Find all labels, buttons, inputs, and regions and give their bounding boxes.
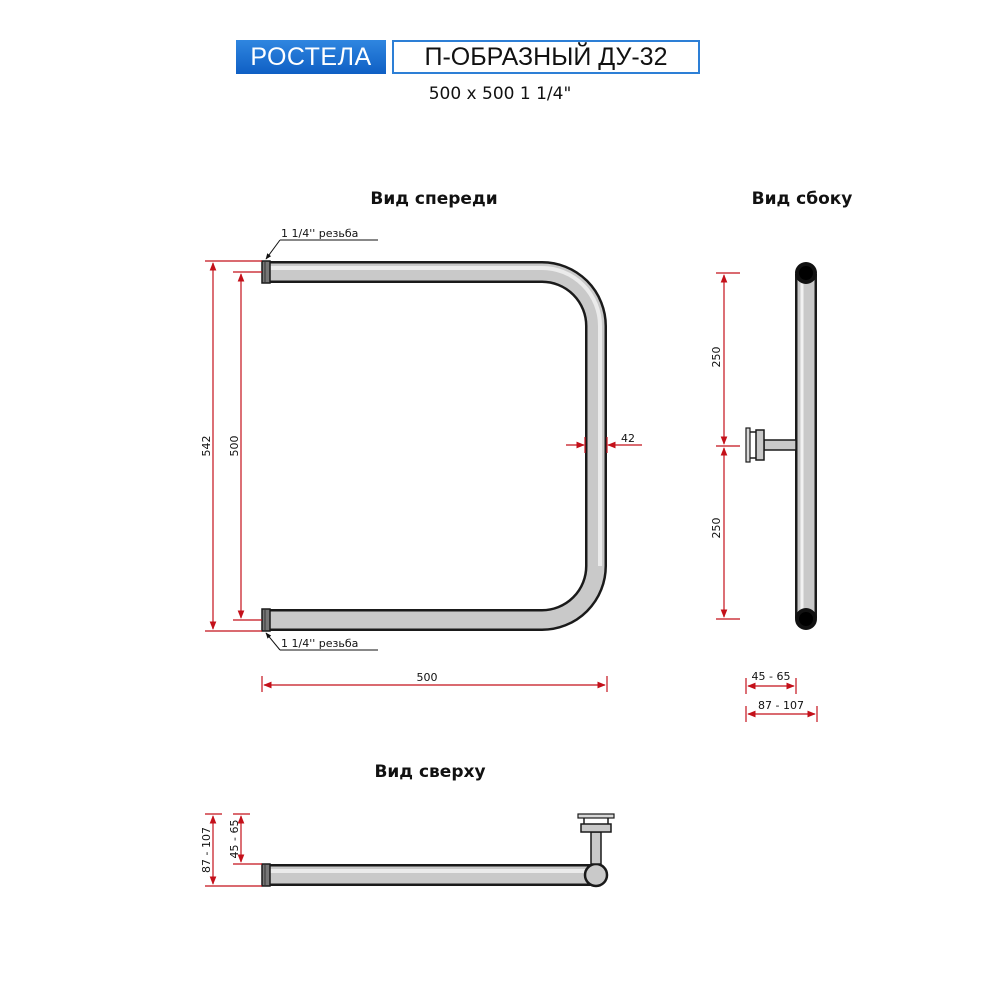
dim-lower-half — [710, 448, 740, 619]
front-view-title: Вид спереди — [370, 189, 498, 209]
dim-upper-half — [710, 273, 740, 446]
side-view-title: Вид сбоку — [751, 189, 853, 209]
dim-top-offset-max-label: 87 - 107 — [200, 827, 213, 873]
dim-lower-half-label: 250 — [710, 517, 723, 539]
dim-height-label: 500 — [228, 435, 241, 457]
side-view-pipe — [795, 262, 817, 630]
thread-label-top: 1 1/4'' резьба — [281, 227, 359, 240]
dim-width — [262, 671, 607, 692]
dim-side-offset-min-label: 45 - 65 — [751, 670, 791, 683]
dim-pipe-diameter-label: 42 — [621, 432, 635, 445]
dim-top-offset-min — [228, 814, 262, 864]
dim-upper-half-label: 250 — [710, 346, 723, 368]
dim-width-label: 500 — [416, 671, 438, 684]
dim-height — [228, 272, 262, 620]
dim-side-offset-min — [746, 670, 796, 694]
brand-badge: РОСТЕЛА — [236, 40, 386, 74]
dim-side-offset-max — [746, 699, 817, 722]
side-view-wall-mount — [746, 428, 796, 462]
dim-total-height-label: 542 — [200, 435, 213, 457]
size-subtitle: 500 x 500 1 1/4" — [428, 84, 572, 104]
thread-label-bottom: 1 1/4'' резьба — [281, 637, 359, 650]
model-title: П-ОБРАЗНЫЙ ДУ-32 — [392, 40, 700, 74]
top-view-wall-mount — [578, 814, 614, 864]
front-view-pipe — [262, 261, 600, 631]
dim-top-offset-min-label: 45 - 65 — [228, 819, 241, 859]
top-view-title: Вид сверху — [374, 762, 486, 782]
thread-callout-bottom — [266, 633, 378, 650]
top-view-pipe — [262, 864, 607, 886]
thread-callout-top — [266, 227, 378, 259]
dim-side-offset-max-label: 87 - 107 — [758, 699, 804, 712]
